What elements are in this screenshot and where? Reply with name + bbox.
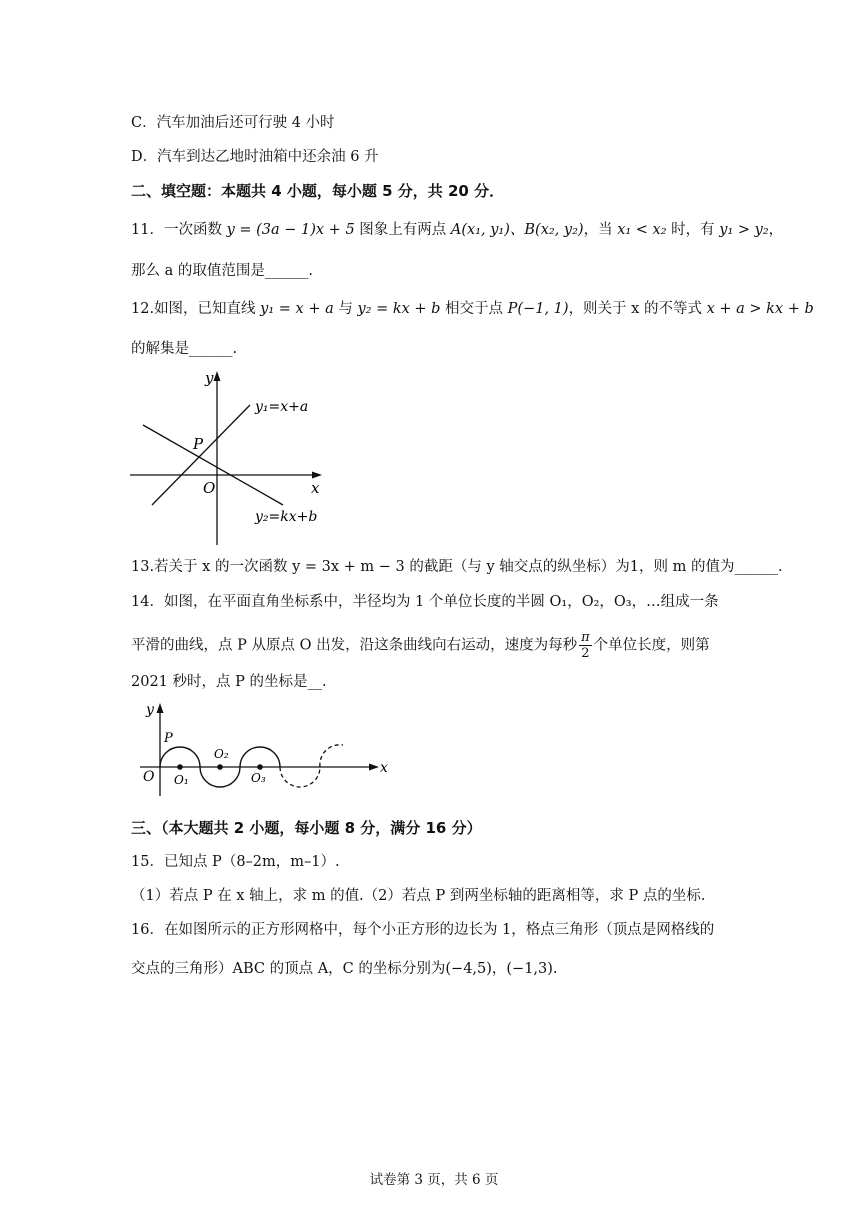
fig2-o3-label: O₃ (251, 771, 266, 785)
fig1-y1-label: y₁=x+a (255, 399, 309, 415)
q12-text-c: 相交于点 (440, 301, 508, 317)
fig1-point-p-label: P (193, 435, 204, 453)
fig2-dashed-continuation (280, 745, 343, 787)
question-11-line-2: 那么 a 的取值范围是______. (131, 263, 313, 279)
fig1-y2-label: y₂=kx+b (255, 509, 318, 525)
fig1-line-y1 (152, 405, 250, 505)
q11-text-c: ，当 (583, 222, 618, 238)
option-d: D．汽车到达乙地时油箱中还余油 6 升 (131, 149, 379, 165)
fig2-point-p-label: P (164, 731, 173, 746)
fig2-semicircle-o2 (240, 747, 280, 767)
q14-text-a: 平滑的曲线，点 P 从原点 O 出发，沿这条曲线向右运动，速度为每秒 (131, 637, 578, 654)
fig2-semicircle-o1 (160, 747, 200, 767)
q14-fraction (579, 630, 592, 661)
section-3-heading: 三、（本大题共 2 小题，每小题 8 分，满分 16 分） (131, 819, 482, 837)
q14-frac-denominator: 2 (581, 646, 590, 661)
q14-text-b: 个单位长度，则第 (593, 637, 710, 654)
fig2-semicircle-between (200, 767, 240, 787)
fig2-center-o2 (217, 764, 223, 770)
page-footer: 试卷第 3 页，共 6 页 (369, 1172, 499, 1188)
question-15-line-2: （1）若点 P 在 x 轴上，求 m 的值.（2）若点 P 到两坐标轴的距离相等，求 P 点的坐标. (131, 888, 706, 904)
fig1-origin-label: O (203, 479, 216, 497)
q12-line-2-eq: y₂ = kx + b (357, 301, 441, 317)
q11-number: 11． (131, 222, 164, 238)
fig2-o1-label: O₁ (174, 773, 189, 787)
fig2-center-o3 (257, 764, 263, 770)
fig1-y-label: y (205, 369, 214, 387)
q12-line-1-eq: y₁ = x + a (260, 301, 334, 317)
figure-intersecting-lines (125, 365, 340, 550)
question-13: 13.若关于 x 的一次函数 y = 3x + m − 3 的截距（与 y 轴交点的纵坐标）为1，则 m 的值为______. (131, 559, 783, 575)
q12-text-b: 与 (333, 301, 358, 317)
q14-frac-numerator: π (581, 630, 590, 645)
question-14-line-1: 14．如图，在平面直角坐标系中，半径均为 1 个单位长度的半圆 O₁，O₂，O₃，…组成一条 (131, 594, 719, 610)
fig2-o2-label: O₂ (214, 747, 229, 761)
fig2-center-o1 (177, 764, 183, 770)
question-16-line-2: 交点的三角形）ABC 的顶点 A，C 的坐标分别为(−4,5)，(−1,3). (131, 961, 558, 977)
fig2-x-label: x (380, 760, 388, 776)
option-c: C．汽车加油后还可行驶 4 小时 (131, 115, 335, 131)
q12-text-a: 如图，已知直线 (154, 301, 261, 317)
fig1-x-label: x (311, 479, 320, 497)
fig2-y-label: y (146, 702, 154, 718)
fig1-x-arrow (312, 472, 322, 479)
fig2-origin-label: O (143, 769, 155, 785)
q11-condition-2: y₁ > y₂ (719, 222, 769, 238)
fig2-y-arrow (157, 703, 164, 713)
section-2-heading: 二、填空题：本题共 4 小题，每小题 5 分，共 20 分． (131, 182, 505, 200)
q12-text-d: ，则关于 x 的不等式 (568, 301, 707, 317)
fig1-y-arrow (214, 371, 221, 381)
question-15-line-1: 15．已知点 P（8–2m，m–1）. (131, 854, 340, 870)
fig2-x-arrow (369, 764, 379, 771)
q11-condition-1: x₁ < x₂ (617, 222, 667, 238)
q11-text-b: 图象上有两点 (354, 222, 451, 238)
question-14-line-3: 2021 秒时，点 P 的坐标是__. (131, 674, 327, 690)
q11-text-e: ， (768, 222, 784, 238)
q12-point: P(−1, 1) (507, 301, 569, 317)
question-14-line-2 (131, 630, 710, 661)
question-12-line-1 (131, 299, 814, 319)
question-16-line-1: 16．在如图所示的正方形网格中，每个小正方形的边长为 1，格点三角形（顶点是网格线的 (131, 922, 715, 938)
q12-number: 12. (131, 301, 155, 317)
q12-inequality: x + a > kx + b (706, 301, 814, 317)
q11-text-d: 时，有 (666, 222, 720, 238)
q11-text-a: 一次函数 (163, 222, 227, 238)
q11-points: A(x₁, y₁)、B(x₂, y₂) (450, 222, 584, 238)
figure-semicircle-curve (138, 698, 398, 798)
q11-function: y = (3a − 1)x + 5 (226, 222, 355, 238)
question-11-line-1 (131, 220, 783, 240)
question-12-line-2: 的解集是______. (131, 341, 238, 357)
